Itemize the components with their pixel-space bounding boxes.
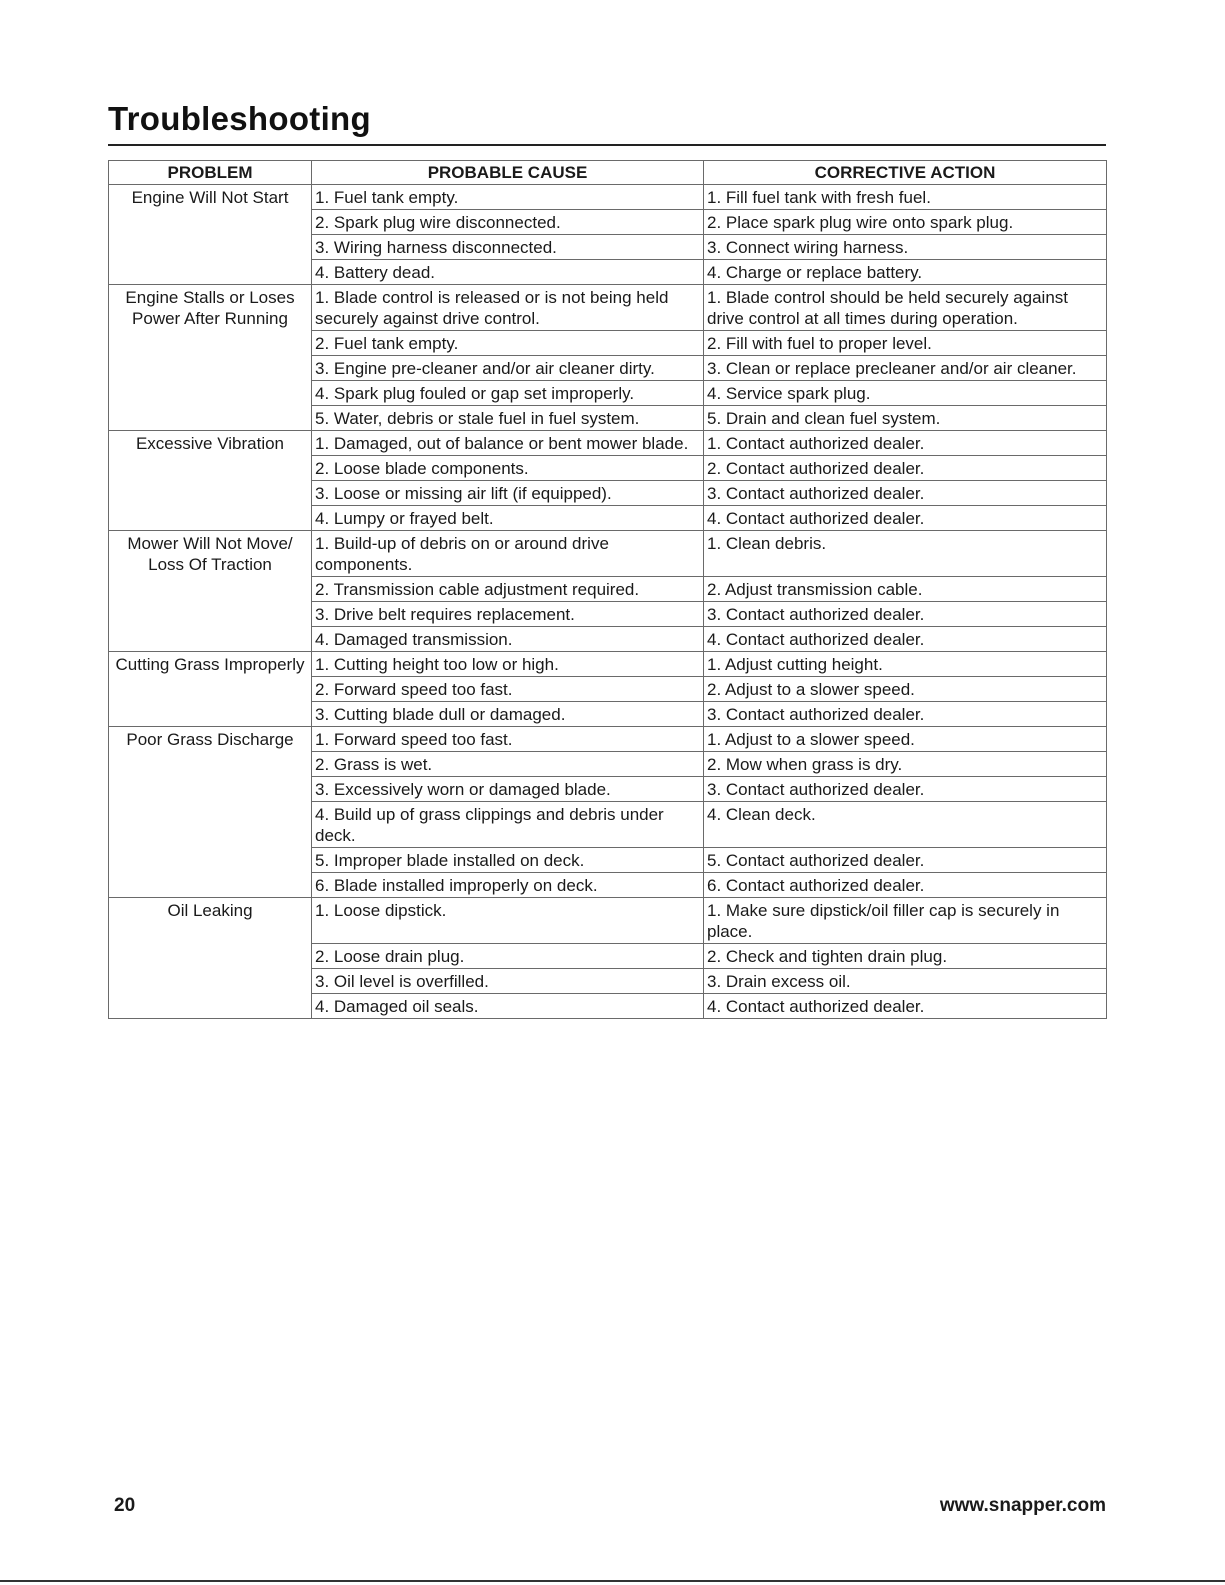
table-row	[109, 727, 1107, 752]
header-problem: PROBLEM	[109, 161, 312, 185]
cause-cell: 2. Loose drain plug.	[312, 944, 704, 969]
header-probable-cause: PROBABLE CAUSE	[312, 161, 704, 185]
action-cell: 6. Contact authorized dealer.	[704, 873, 1107, 898]
cause-cell: 5. Improper blade installed on deck.	[312, 848, 704, 873]
cause-cell: 2. Fuel tank empty.	[312, 331, 704, 356]
cause-cell: 2. Loose blade components.	[312, 456, 704, 481]
action-cell: 1. Blade control should be held securely against drive control at all times during operation.	[704, 285, 1107, 331]
cause-cell: 1. Fuel tank empty.	[312, 185, 704, 210]
page-title: Troubleshooting	[108, 100, 371, 137]
cause-cell: 4. Damaged oil seals.	[312, 994, 704, 1019]
action-cell: 2. Adjust transmission cable.	[704, 577, 1107, 602]
cause-cell: 2. Grass is wet.	[312, 752, 704, 777]
action-cell: 2. Place spark plug wire onto spark plug.	[704, 210, 1107, 235]
action-cell: 3. Contact authorized dealer.	[704, 702, 1107, 727]
problem-cell: Engine Stalls or Loses Power After Running	[109, 285, 312, 431]
problem-cell: Cutting Grass Improperly	[109, 652, 312, 727]
action-cell: 5. Drain and clean fuel system.	[704, 406, 1107, 431]
cause-cell: 1. Forward speed too fast.	[312, 727, 704, 752]
cause-cell: 3. Engine pre-cleaner and/or air cleaner dirty.	[312, 356, 704, 381]
action-cell: 2. Contact authorized dealer.	[704, 456, 1107, 481]
action-cell: 4. Contact authorized dealer.	[704, 506, 1107, 531]
action-cell: 4. Charge or replace battery.	[704, 260, 1107, 285]
cause-cell: 3. Drive belt requires replacement.	[312, 602, 704, 627]
action-cell: 3. Contact authorized dealer.	[704, 777, 1107, 802]
cause-cell: 4. Build up of grass clippings and debris under deck.	[312, 802, 704, 848]
table-row	[109, 185, 1107, 210]
cause-cell: 4. Damaged transmission.	[312, 627, 704, 652]
cause-cell: 2. Spark plug wire disconnected.	[312, 210, 704, 235]
cause-cell: 5. Water, debris or stale fuel in fuel system.	[312, 406, 704, 431]
action-cell: 2. Fill with fuel to proper level.	[704, 331, 1107, 356]
table-row	[109, 285, 1107, 331]
action-cell: 4. Clean deck.	[704, 802, 1107, 848]
cause-cell: 1. Build-up of debris on or around drive components.	[312, 531, 704, 577]
website-url: www.snapper.com	[939, 1495, 1106, 1516]
action-cell: 5. Contact authorized dealer.	[704, 848, 1107, 873]
action-cell: 3. Contact authorized dealer.	[704, 602, 1107, 627]
problem-cell: Excessive Vibration	[109, 431, 312, 531]
cause-cell: 4. Lumpy or frayed belt.	[312, 506, 704, 531]
cause-cell: 4. Spark plug fouled or gap set improperly.	[312, 381, 704, 406]
action-cell: 1. Adjust cutting height.	[704, 652, 1107, 677]
cause-cell: 1. Blade control is released or is not being held securely against drive control.	[312, 285, 704, 331]
problem-cell: Mower Will Not Move/ Loss Of Traction	[109, 531, 312, 652]
action-cell: 1. Clean debris.	[704, 531, 1107, 577]
cause-cell: 3. Wiring harness disconnected.	[312, 235, 704, 260]
action-cell: 3. Contact authorized dealer.	[704, 481, 1107, 506]
cause-cell: 3. Loose or missing air lift (if equipped).	[312, 481, 704, 506]
table-row	[109, 898, 1107, 944]
cause-cell: 3. Cutting blade dull or damaged.	[312, 702, 704, 727]
action-cell: 2. Check and tighten drain plug.	[704, 944, 1107, 969]
problem-cell: Poor Grass Discharge	[109, 727, 312, 898]
action-cell: 1. Make sure dipstick/oil filler cap is securely in place.	[704, 898, 1107, 944]
action-cell: 2. Adjust to a slower speed.	[704, 677, 1107, 702]
action-cell: 1. Fill fuel tank with fresh fuel.	[704, 185, 1107, 210]
action-cell: 3. Connect wiring harness.	[704, 235, 1107, 260]
action-cell: 3. Drain excess oil.	[704, 969, 1107, 994]
cause-cell: 3. Oil level is overfilled.	[312, 969, 704, 994]
action-cell: 3. Clean or replace precleaner and/or air cleaner.	[704, 356, 1107, 381]
table-header-row	[109, 161, 1107, 185]
cause-cell: 4. Battery dead.	[312, 260, 704, 285]
title-divider	[108, 144, 1106, 146]
action-cell: 4. Contact authorized dealer.	[704, 994, 1107, 1019]
table-row	[109, 431, 1107, 456]
problem-cell: Engine Will Not Start	[109, 185, 312, 285]
cause-cell: 1. Damaged, out of balance or bent mower blade.	[312, 431, 704, 456]
action-cell: 4. Service spark plug.	[704, 381, 1107, 406]
action-cell: 1. Contact authorized dealer.	[704, 431, 1107, 456]
table-row	[109, 652, 1107, 677]
cause-cell: 2. Forward speed too fast.	[312, 677, 704, 702]
action-cell: 1. Adjust to a slower speed.	[704, 727, 1107, 752]
page-number: 20	[114, 1495, 136, 1516]
cause-cell: 1. Loose dipstick.	[312, 898, 704, 944]
header-corrective-action: CORRECTIVE ACTION	[704, 161, 1107, 185]
cause-cell: 2. Transmission cable adjustment required.	[312, 577, 704, 602]
action-cell: 4. Contact authorized dealer.	[704, 627, 1107, 652]
table-body	[109, 185, 1107, 1019]
action-cell: 2. Mow when grass is dry.	[704, 752, 1107, 777]
problem-cell: Oil Leaking	[109, 898, 312, 1019]
table-row	[109, 531, 1107, 577]
cause-cell: 6. Blade installed improperly on deck.	[312, 873, 704, 898]
bottom-divider	[0, 1580, 1225, 1582]
troubleshooting-table	[108, 160, 1107, 1019]
cause-cell: 1. Cutting height too low or high.	[312, 652, 704, 677]
cause-cell: 3. Excessively worn or damaged blade.	[312, 777, 704, 802]
